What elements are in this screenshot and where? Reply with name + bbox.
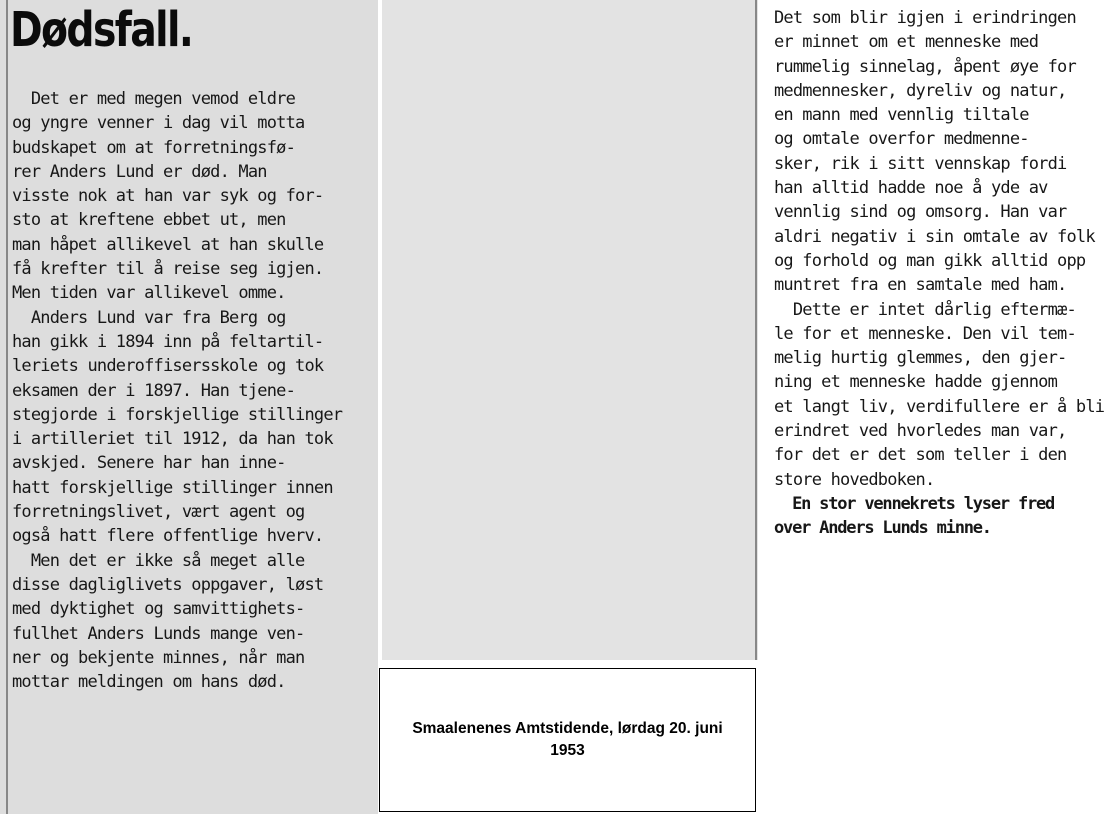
- text-line: muntret fra en samtale med ham.: [774, 275, 1067, 296]
- text-line: man håpet allikevel at han skulle: [12, 234, 324, 255]
- text-line: ner og bekjente minnes, når man: [12, 647, 305, 668]
- right-column-text: [774, 6, 1104, 541]
- text-line: vennlig sind og omsorg. Han var: [774, 202, 1067, 223]
- text-line: og forhold og man gikk alltid opp: [774, 250, 1086, 271]
- text-line: rer Anders Lund er død. Man: [12, 161, 267, 182]
- text-line: erindret ved hvorledes man var,: [774, 421, 1067, 442]
- text-line: over Anders Lunds minne.: [774, 518, 991, 539]
- clipping-right-column: [382, 0, 1104, 660]
- column-rule-right: [755, 0, 757, 660]
- text-line: rummelig sinnelag, åpent øye for: [774, 56, 1076, 77]
- text-line: En stor vennekrets lyser fred: [774, 493, 1055, 514]
- text-line: avskjed. Senere har han inne-: [12, 453, 286, 474]
- text-line: Det som blir igjen i erindringen: [774, 8, 1076, 28]
- text-line: stegjorde i forskjellige stillinger: [12, 404, 343, 425]
- text-line: et langt liv, verdifullere er å bli: [774, 396, 1104, 417]
- text-line: få krefter til å reise seg igjen.: [12, 259, 324, 280]
- text-line: Anders Lund var fra Berg og: [12, 307, 286, 328]
- text-line: medmennesker, dyreliv og natur,: [774, 80, 1067, 101]
- text-line: budskapet om at forretningsfø-: [12, 137, 296, 158]
- text-line: leriets underoffisersskole og tok: [12, 356, 324, 377]
- source-caption-box: [379, 668, 756, 812]
- text-line: hatt forskjellige stillinger innen: [12, 477, 333, 498]
- text-line: for det er det som teller i den: [774, 445, 1067, 466]
- text-line: er minnet om et menneske med: [774, 32, 1039, 53]
- text-line: sto at kreftene ebbet ut, men: [12, 210, 286, 231]
- text-line: i artilleriet til 1912, da han tok: [12, 429, 333, 450]
- text-line: store hovedboken.: [774, 469, 935, 490]
- clipping-left-column: [0, 0, 378, 814]
- text-line: le for et menneske. Den vil tem-: [774, 323, 1076, 344]
- text-line: ning et menneske hadde gjennom: [774, 372, 1058, 393]
- text-line: han gikk i 1894 inn på feltartil-: [12, 331, 324, 352]
- left-column-text: [12, 87, 342, 694]
- text-line: med dyktighet og samvittighets-: [12, 599, 305, 620]
- column-rule-left: [6, 0, 8, 814]
- text-line: også hatt flere offentlige hverv.: [12, 526, 324, 547]
- text-line: fullhet Anders Lunds mange ven-: [12, 623, 305, 644]
- text-line: aldri negativ i sin omtale av folk: [774, 226, 1095, 247]
- text-line: Men tiden var allikevel omme.: [12, 283, 286, 304]
- text-line: Dette er intet dårlig eftermæ-: [774, 299, 1076, 320]
- text-line: en mann med vennlig tiltale: [774, 105, 1029, 126]
- source-caption: Smaalenenes Amtstidende, lørdag 20. juni 1953: [412, 720, 723, 759]
- obituary-headline: Dødsfall.: [10, 2, 193, 58]
- text-line: visste nok at han var syk og for-: [12, 186, 324, 207]
- text-line: Det er med megen vemod eldre: [12, 89, 296, 109]
- text-line: og yngre venner i dag vil motta: [12, 113, 305, 134]
- text-line: mottar meldingen om hans død.: [12, 672, 286, 693]
- text-line: eksamen der i 1897. Han tjene-: [12, 380, 296, 401]
- text-line: disse dagliglivets oppgaver, løst: [12, 574, 324, 595]
- text-line: melig hurtig glemmes, den gjer-: [774, 348, 1067, 369]
- text-line: og omtale overfor medmenne-: [774, 129, 1029, 150]
- text-line: Men det er ikke så meget alle: [12, 550, 305, 571]
- text-line: han alltid hadde noe å yde av: [774, 178, 1048, 199]
- text-line: forretningslivet, vært agent og: [12, 502, 305, 523]
- text-line: sker, rik i sitt vennskap fordi: [774, 153, 1067, 174]
